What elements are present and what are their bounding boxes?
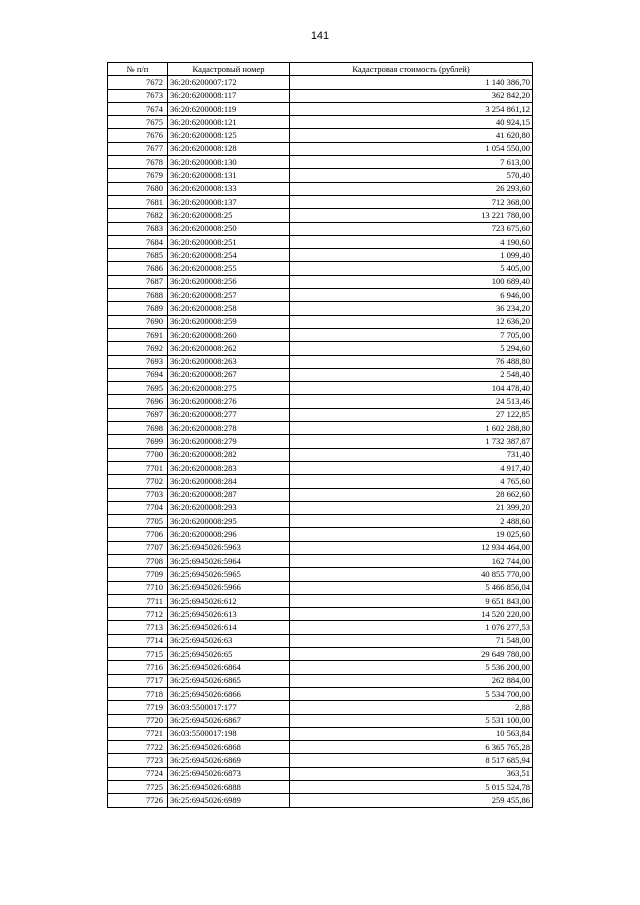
row-number-cell: 7722 — [108, 741, 168, 754]
row-number-cell: 7679 — [108, 169, 168, 182]
cadastral-number-cell: 36:20:6200008:278 — [168, 422, 290, 435]
cadastral-value-cell: 71 548,00 — [290, 634, 533, 647]
cadastral-value-cell: 13 221 780,00 — [290, 209, 533, 222]
cadastral-number-cell: 36:20:6200008:279 — [168, 435, 290, 448]
cadastral-value-cell: 21 399,20 — [290, 501, 533, 514]
cadastral-value-cell: 76 488,80 — [290, 355, 533, 368]
cadastral-number-cell: 36:03:5500017:198 — [168, 727, 290, 740]
cadastral-number-cell: 36:20:6200008:284 — [168, 475, 290, 488]
cadastral-number-cell: 36:20:6200008:251 — [168, 235, 290, 248]
row-number-cell: 7709 — [108, 568, 168, 581]
row-number-cell: 7716 — [108, 661, 168, 674]
row-number-cell: 7672 — [108, 76, 168, 89]
table-row — [108, 289, 533, 302]
table-row — [108, 102, 533, 115]
row-number-cell: 7686 — [108, 262, 168, 275]
cadastral-number-cell: 36:20:6200008:263 — [168, 355, 290, 368]
table-row — [108, 262, 533, 275]
column-header-cadastral-value: Кадастровая стоимость (рублей) — [290, 63, 533, 76]
cadastral-number-cell: 36:25:6945026:614 — [168, 621, 290, 634]
table-row — [108, 461, 533, 474]
cadastral-number-cell: 36:25:6945026:6989 — [168, 794, 290, 807]
table-row — [108, 342, 533, 355]
table-row — [108, 475, 533, 488]
cadastral-value-cell: 2,88 — [290, 701, 533, 714]
table-row — [108, 315, 533, 328]
cadastral-value-cell: 570,40 — [290, 169, 533, 182]
row-number-cell: 7685 — [108, 249, 168, 262]
row-number-cell: 7715 — [108, 648, 168, 661]
cadastral-value-cell: 7 613,00 — [290, 156, 533, 169]
cadastral-value-cell: 28 662,60 — [290, 488, 533, 501]
row-number-cell: 7680 — [108, 182, 168, 195]
table-row — [108, 568, 533, 581]
row-number-cell: 7695 — [108, 382, 168, 395]
cadastral-number-cell: 36:20:6200008:296 — [168, 528, 290, 541]
cadastral-value-cell: 1 732 387,87 — [290, 435, 533, 448]
cadastral-number-cell: 36:25:6945026:5965 — [168, 568, 290, 581]
row-number-cell: 7707 — [108, 541, 168, 554]
table-row — [108, 608, 533, 621]
cadastral-number-cell: 36:20:6200008:125 — [168, 129, 290, 142]
table-row — [108, 501, 533, 514]
cadastral-value-cell: 100 689,40 — [290, 275, 533, 288]
cadastral-number-cell: 36:20:6200008:259 — [168, 315, 290, 328]
row-number-cell: 7690 — [108, 315, 168, 328]
cadastral-value-cell: 14 520 220,00 — [290, 608, 533, 621]
cadastral-value-cell: 5 015 524,78 — [290, 781, 533, 794]
cadastral-number-cell: 36:25:6945026:65 — [168, 648, 290, 661]
row-number-cell: 7703 — [108, 488, 168, 501]
row-number-cell: 7702 — [108, 475, 168, 488]
row-number-cell: 7697 — [108, 408, 168, 421]
table-row — [108, 222, 533, 235]
row-number-cell: 7706 — [108, 528, 168, 541]
cadastral-value-cell: 5 531 100,00 — [290, 714, 533, 727]
cadastral-number-cell: 36:03:5500017:177 — [168, 701, 290, 714]
cadastral-number-cell: 36:25:6945026:6869 — [168, 754, 290, 767]
cadastral-number-cell: 36:20:6200008:275 — [168, 382, 290, 395]
table-row — [108, 368, 533, 381]
cadastral-value-cell: 1 054 550,00 — [290, 142, 533, 155]
table-row — [108, 554, 533, 567]
row-number-cell: 7701 — [108, 461, 168, 474]
table-row — [108, 275, 533, 288]
cadastral-value-cell: 4 190,60 — [290, 235, 533, 248]
row-number-cell: 7720 — [108, 714, 168, 727]
cadastral-number-cell: 36:20:6200008:131 — [168, 169, 290, 182]
cadastral-number-cell: 36:20:6200008:262 — [168, 342, 290, 355]
table-row — [108, 116, 533, 129]
page-number: 141 — [310, 30, 330, 42]
row-number-cell: 7681 — [108, 195, 168, 208]
cadastral-number-cell: 36:20:6200008:117 — [168, 89, 290, 102]
cadastral-number-cell: 36:20:6200008:257 — [168, 289, 290, 302]
cadastral-number-cell: 36:25:6945026:613 — [168, 608, 290, 621]
row-number-cell: 7684 — [108, 235, 168, 248]
row-number-cell: 7689 — [108, 302, 168, 315]
cadastral-number-cell: 36:20:6200008:137 — [168, 195, 290, 208]
row-number-cell: 7696 — [108, 395, 168, 408]
cadastral-number-cell: 36:25:6945026:6867 — [168, 714, 290, 727]
table-row — [108, 169, 533, 182]
cadastral-value-cell: 12 934 464,00 — [290, 541, 533, 554]
table-body — [108, 76, 533, 807]
row-number-cell: 7723 — [108, 754, 168, 767]
cadastral-value-cell: 4 917,40 — [290, 461, 533, 474]
cadastral-number-cell: 36:25:6945026:6865 — [168, 674, 290, 687]
cadastral-value-cell: 36 234,20 — [290, 302, 533, 315]
cadastral-value-cell: 1 602 288,80 — [290, 422, 533, 435]
cadastral-number-cell: 36:20:6200008:276 — [168, 395, 290, 408]
cadastral-value-cell: 4 765,60 — [290, 475, 533, 488]
cadastral-value-cell: 6 946,00 — [290, 289, 533, 302]
cadastral-value-cell: 1 099,40 — [290, 249, 533, 262]
row-number-cell: 7711 — [108, 594, 168, 607]
row-number-cell: 7710 — [108, 581, 168, 594]
table-row — [108, 448, 533, 461]
cadastral-value-cell: 40 855 770,00 — [290, 568, 533, 581]
cadastral-value-cell: 162 744,00 — [290, 554, 533, 567]
row-number-cell: 7692 — [108, 342, 168, 355]
row-number-cell: 7683 — [108, 222, 168, 235]
table-row — [108, 235, 533, 248]
table-row — [108, 328, 533, 341]
cadastral-value-cell: 27 122,85 — [290, 408, 533, 421]
cadastral-number-cell: 36:25:6945026:6864 — [168, 661, 290, 674]
table-row — [108, 634, 533, 647]
cadastral-value-cell: 29 649 780,00 — [290, 648, 533, 661]
cadastral-number-cell: 36:20:6200008:283 — [168, 461, 290, 474]
cadastral-value-cell: 363,51 — [290, 767, 533, 780]
row-number-cell: 7678 — [108, 156, 168, 169]
cadastral-value-cell: 5 466 856,04 — [290, 581, 533, 594]
table-row — [108, 395, 533, 408]
row-number-cell: 7682 — [108, 209, 168, 222]
cadastral-value-cell: 6 365 765,28 — [290, 741, 533, 754]
cadastral-number-cell: 36:20:6200008:133 — [168, 182, 290, 195]
row-number-cell: 7700 — [108, 448, 168, 461]
table-row — [108, 727, 533, 740]
cadastral-number-cell: 36:20:6200008:277 — [168, 408, 290, 421]
cadastral-number-cell: 36:25:6945026:5963 — [168, 541, 290, 554]
table-row — [108, 687, 533, 700]
cadastral-number-cell: 36:20:6200008:250 — [168, 222, 290, 235]
cadastral-number-cell: 36:25:6945026:6873 — [168, 767, 290, 780]
table-row — [108, 794, 533, 807]
row-number-cell: 7698 — [108, 422, 168, 435]
cadastral-number-cell: 36:25:6945026:612 — [168, 594, 290, 607]
cadastral-number-cell: 36:25:6945026:6888 — [168, 781, 290, 794]
row-number-cell: 7705 — [108, 515, 168, 528]
row-number-cell: 7693 — [108, 355, 168, 368]
cadastral-number-cell: 36:20:6200008:256 — [168, 275, 290, 288]
cadastral-value-cell: 2 488,60 — [290, 515, 533, 528]
table-row — [108, 661, 533, 674]
cadastral-value-cell: 19 025,60 — [290, 528, 533, 541]
table-row — [108, 129, 533, 142]
table-row — [108, 648, 533, 661]
cadastral-number-cell: 36:25:6945026:6866 — [168, 687, 290, 700]
row-number-cell: 7673 — [108, 89, 168, 102]
table-row — [108, 89, 533, 102]
table-row — [108, 382, 533, 395]
cadastral-number-cell: 36:20:6200007:172 — [168, 76, 290, 89]
cadastral-number-cell: 36:25:6945026:6868 — [168, 741, 290, 754]
cadastral-value-cell: 731,40 — [290, 448, 533, 461]
table-row — [108, 674, 533, 687]
table-row — [108, 741, 533, 754]
table-row — [108, 488, 533, 501]
cadastral-value-cell: 5 536 200,00 — [290, 661, 533, 674]
cadastral-value-cell: 2 548,40 — [290, 368, 533, 381]
row-number-cell: 7717 — [108, 674, 168, 687]
cadastral-value-cell: 3 254 861,12 — [290, 102, 533, 115]
cadastral-value-cell: 9 651 843,00 — [290, 594, 533, 607]
row-number-cell: 7676 — [108, 129, 168, 142]
table-row — [108, 408, 533, 421]
row-number-cell: 7688 — [108, 289, 168, 302]
column-header-number: № п/п — [108, 63, 168, 76]
row-number-cell: 7687 — [108, 275, 168, 288]
column-header-cadastral-number: Кадастровый номер — [168, 63, 290, 76]
cadastral-value-cell: 723 675,60 — [290, 222, 533, 235]
row-number-cell: 7725 — [108, 781, 168, 794]
table-row — [108, 422, 533, 435]
row-number-cell: 7708 — [108, 554, 168, 567]
table-row — [108, 76, 533, 89]
cadastral-number-cell: 36:20:6200008:267 — [168, 368, 290, 381]
cadastral-number-cell: 36:20:6200008:128 — [168, 142, 290, 155]
row-number-cell: 7712 — [108, 608, 168, 621]
table-row — [108, 754, 533, 767]
row-number-cell: 7675 — [108, 116, 168, 129]
row-number-cell: 7694 — [108, 368, 168, 381]
cadastral-value-cell: 26 293,60 — [290, 182, 533, 195]
cadastral-number-cell: 36:25:6945026:63 — [168, 634, 290, 647]
cadastral-number-cell: 36:20:6200008:260 — [168, 328, 290, 341]
cadastral-value-cell: 104 478,40 — [290, 382, 533, 395]
cadastral-number-cell: 36:20:6200008:282 — [168, 448, 290, 461]
table-row — [108, 581, 533, 594]
cadastral-value-cell: 1 140 386,70 — [290, 76, 533, 89]
table-row — [108, 714, 533, 727]
cadastral-number-cell: 36:25:6945026:5964 — [168, 554, 290, 567]
table-row — [108, 528, 533, 541]
cadastral-number-cell: 36:20:6200008:130 — [168, 156, 290, 169]
cadastral-value-cell: 41 620,80 — [290, 129, 533, 142]
cadastral-number-cell: 36:20:6200008:295 — [168, 515, 290, 528]
table-row — [108, 515, 533, 528]
row-number-cell: 7704 — [108, 501, 168, 514]
cadastral-value-cell: 7 705,00 — [290, 328, 533, 341]
row-number-cell: 7724 — [108, 767, 168, 780]
row-number-cell: 7714 — [108, 634, 168, 647]
table-row — [108, 249, 533, 262]
row-number-cell: 7674 — [108, 102, 168, 115]
cadastral-value-cell: 259 455,86 — [290, 794, 533, 807]
cadastral-number-cell: 36:20:6200008:255 — [168, 262, 290, 275]
row-number-cell: 7719 — [108, 701, 168, 714]
table-row — [108, 142, 533, 155]
cadastral-number-cell: 36:20:6200008:287 — [168, 488, 290, 501]
row-number-cell: 7677 — [108, 142, 168, 155]
cadastral-value-cell: 362 842,20 — [290, 89, 533, 102]
cadastral-number-cell: 36:20:6200008:258 — [168, 302, 290, 315]
table-row — [108, 621, 533, 634]
cadastral-number-cell: 36:20:6200008:254 — [168, 249, 290, 262]
cadastral-value-cell: 5 534 700,00 — [290, 687, 533, 700]
cadastral-value-cell: 1 076 277,53 — [290, 621, 533, 634]
row-number-cell: 7718 — [108, 687, 168, 700]
table-row — [108, 355, 533, 368]
table-header-row — [108, 63, 533, 76]
table-row — [108, 156, 533, 169]
cadastral-number-cell: 36:20:6200008:293 — [168, 501, 290, 514]
row-number-cell: 7699 — [108, 435, 168, 448]
cadastral-value-cell: 262 884,00 — [290, 674, 533, 687]
table-row — [108, 767, 533, 780]
cadastral-value-cell: 8 517 685,94 — [290, 754, 533, 767]
cadastral-value-table — [107, 62, 533, 808]
table-row — [108, 195, 533, 208]
table-row — [108, 594, 533, 607]
table-row — [108, 781, 533, 794]
row-number-cell: 7713 — [108, 621, 168, 634]
cadastral-value-cell: 5 294,60 — [290, 342, 533, 355]
cadastral-number-cell: 36:20:6200008:25 — [168, 209, 290, 222]
cadastral-value-cell: 24 513,46 — [290, 395, 533, 408]
table-row — [108, 541, 533, 554]
cadastral-value-cell: 5 405,00 — [290, 262, 533, 275]
cadastral-value-cell: 40 924,15 — [290, 116, 533, 129]
cadastral-value-cell: 10 563,84 — [290, 727, 533, 740]
table-row — [108, 209, 533, 222]
cadastral-number-cell: 36:25:6945026:5966 — [168, 581, 290, 594]
row-number-cell: 7721 — [108, 727, 168, 740]
row-number-cell: 7726 — [108, 794, 168, 807]
table-row — [108, 182, 533, 195]
table-row — [108, 701, 533, 714]
cadastral-number-cell: 36:20:6200008:119 — [168, 102, 290, 115]
cadastral-value-cell: 12 636,20 — [290, 315, 533, 328]
cadastral-number-cell: 36:20:6200008:121 — [168, 116, 290, 129]
table-row — [108, 435, 533, 448]
row-number-cell: 7691 — [108, 328, 168, 341]
cadastral-value-cell: 712 368,00 — [290, 195, 533, 208]
table-row — [108, 302, 533, 315]
